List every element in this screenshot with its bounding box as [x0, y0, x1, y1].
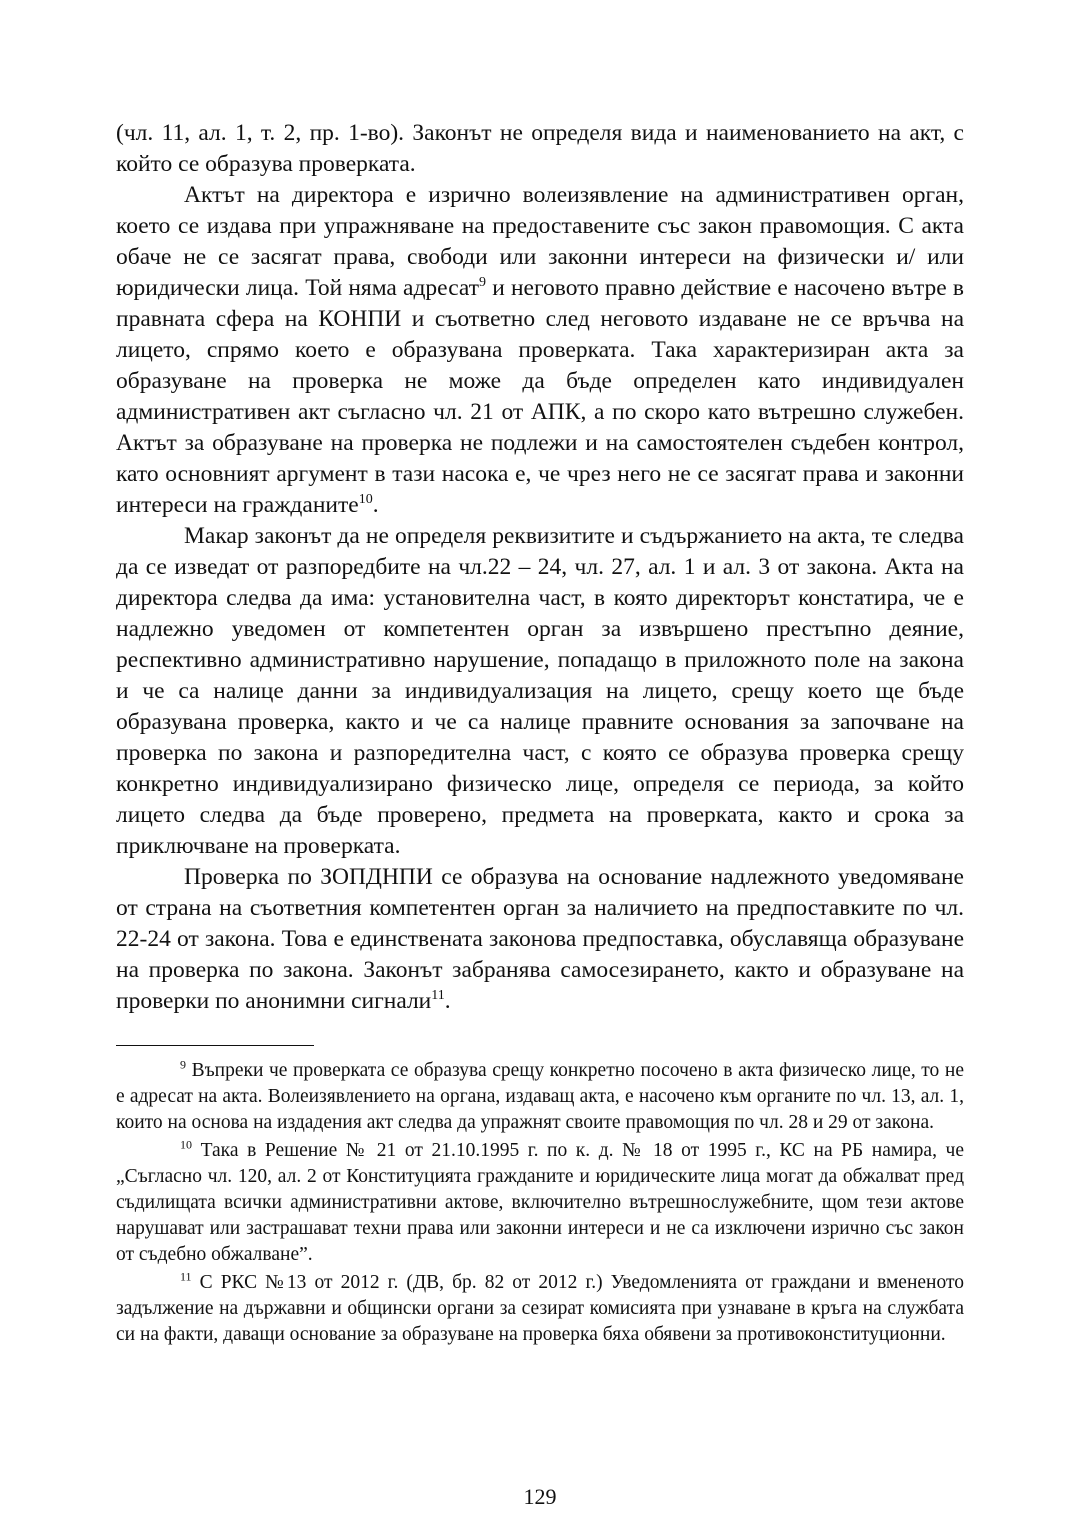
paragraph-text: . [372, 492, 379, 518]
body-text [116, 118, 964, 1017]
footnote-separator [116, 1045, 314, 1046]
footnote-number: 10 [180, 1137, 192, 1152]
paragraph-text: . [444, 988, 451, 1014]
footnote-text: С РКС №13 от 2012 г. (ДВ, бр. 82 от 2012 г.) Уведомленията от граждани и вмененото задължение на държавни и общински органи за сезират комисията при узнаване в кръга на службата си на факти, даващи основание за образуване на проверка бяха обявени за противоконституционни. [116, 1272, 964, 1345]
footnote-reference[interactable]: 9 [479, 275, 487, 291]
paragraph-text: Актът на директора е изрично волеизявление на административен орган, което се издава при упражняване на предоставените със закон правомощия. С акта обаче не се засягат права, свободи или законни интереси на физически и/ или юридически лица. Той няма адресат [116, 182, 964, 301]
paragraph-text: Проверка по ЗОПДНПИ се образува на основание надлежното уведомяване от страна на съответния компетентен орган за наличието на предпоставките по чл. 22-24 от закона. Това е единствената законова предпоставка, обуславяща образуване на проверка по закона. Законът забранява самосезирането, както и образуване на проверки по анонимни сигнали [116, 864, 964, 1014]
paragraph-text: и неговото правно действие е насочено вътре в правната сфера на КОНПИ и съответно след неговото издаване не се връчва на лицето, спрямо което е образувана проверката. Така характеризиран акта за образуване на проверка не може да бъде определен като индивидуален административен акт съгласно чл. 21 от АПК, а по скоро като вътрешно служебен. Актът за образуване на проверка не подлежи и на самостоятелен съдебен контрол, като основният аргумент в тази насока е, че чрез него не се засягат права и законни интереси на гражданите [116, 275, 965, 518]
footnote-reference[interactable]: 10 [358, 492, 373, 508]
footnote-text: Така в Решение № 21 от 21.10.1995 г. по к. д. № 18 от 1995 г., КС на РБ намира, че „Съгласно чл. 120, ал. 2 от Конституцията гражданите и юридическите лица могат да обжалват пред съдилищата всички административни актове, включително вътрешнослужебните, щом тези актове нарушават или застрашават техни права или законни интереси и не са изключени изрично със закон от съдебно обжалване”. [116, 1140, 964, 1265]
paragraph [116, 118, 964, 180]
paragraph-text: (чл. 11, ал. 1, т. 2, пр. 1-во). Законът не определя вида и наименованието на акт, с който се образува проверката. [116, 120, 964, 177]
footnote [116, 1058, 964, 1136]
paragraph [116, 862, 964, 1017]
footnote-text: Въпреки че проверката се образува срещу конкретно посочено в акта физическо лице, то не е адресат на акта. Волеизявлението на органа, издаващ акта, е насочено към органите по чл. 13, ал. 1, които на основа на издадения акт следва да упражнят своите правомощия по чл. 28 и 29 от закона. [116, 1060, 964, 1133]
footnote [116, 1270, 964, 1348]
paragraph [116, 521, 964, 862]
document-page [116, 118, 964, 1350]
paragraph-text: Макар законът да не определя реквизитите и съдържанието на акта, те следва да се изведат от разпоредбите на чл.22 – 24, чл. 27, ал. 1 и ал. 3 от закона. Акта на директора следва да има: установителна част, в която директорът констатира, че е надлежно уведомен от компетентен орган за извършено престъпно деяние, респективно административно нарушение, попадащо в приложното поле на закона и че са налице данни за индивидуализация на лицето, срещу което ще бъде образувана проверка, както и че са налице правните основания за започване на проверка по закона и разпоредителна част, с която се образува проверка срещу конкретно индивидуализирано физическо лице, определя се периода, за който лицето следва да бъде проверено, предмета на проверката, както и срока за приключване на проверката. [116, 523, 964, 859]
page-number: 129 [523, 1484, 557, 1509]
footnote [116, 1138, 964, 1268]
paragraph [116, 180, 964, 521]
footnote-number: 11 [180, 1269, 192, 1284]
footnote-number: 9 [180, 1057, 186, 1072]
footnotes [116, 1058, 964, 1348]
footnote-reference[interactable]: 11 [431, 988, 445, 1004]
